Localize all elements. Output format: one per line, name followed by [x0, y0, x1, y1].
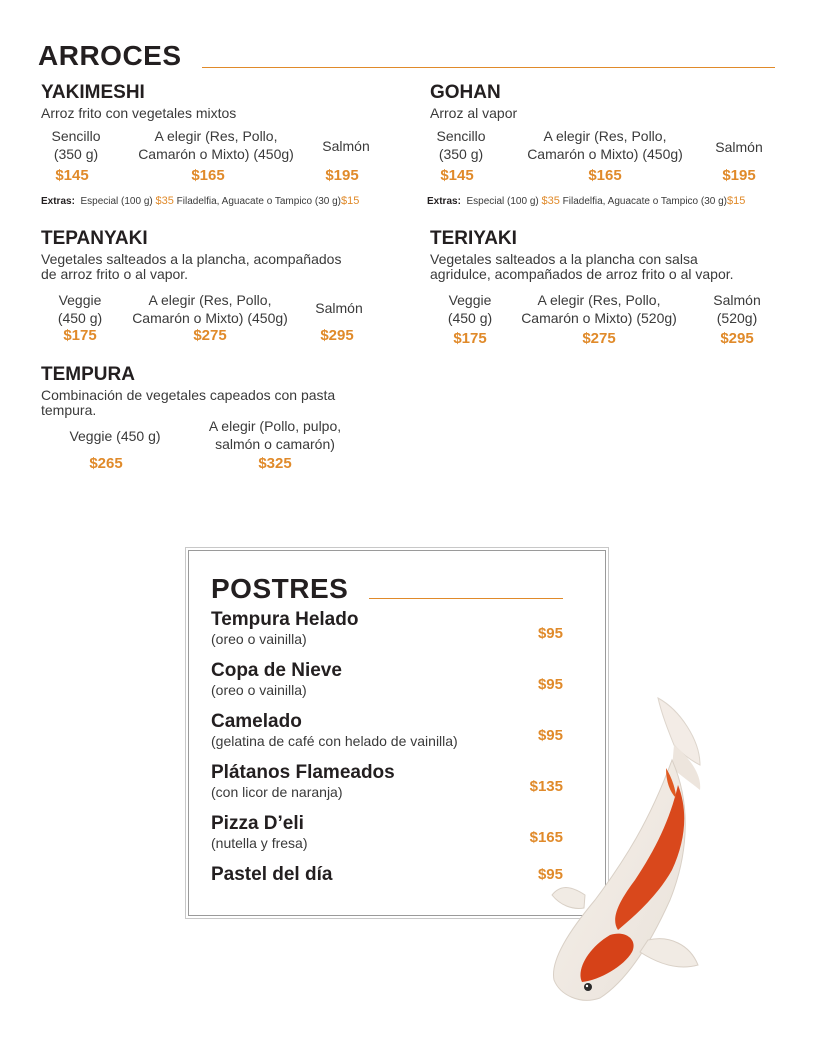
option-1: Sencillo (350 g) — [436, 128, 486, 162]
dish-gohan — [430, 82, 790, 121]
dish-tempura — [41, 364, 411, 418]
list-item — [211, 813, 563, 851]
price-1: $175 — [453, 330, 487, 347]
price-3: $195 — [722, 167, 756, 184]
dessert-description: (oreo o vainilla) — [211, 631, 307, 647]
dessert-price: $95 — [537, 625, 563, 642]
section-rule — [369, 598, 563, 599]
price-1: $145 — [55, 167, 89, 184]
dish-name: YAKIMESHI — [41, 82, 145, 103]
dish-description: Vegetales salteados a la plancha, acompañados de arroz frito o al vapor. — [41, 251, 342, 282]
dish-tepanyaki — [41, 228, 411, 282]
dish-description: Arroz al vapor — [430, 105, 518, 121]
option-2: A elegir (Pollo, pulpo, salmón o camarón) — [208, 418, 342, 452]
price-1: $145 — [440, 167, 474, 184]
dessert-description: (con licor de naranja) — [211, 784, 343, 800]
price-1: $265 — [89, 455, 123, 472]
extras-a-price: $35 — [541, 195, 560, 207]
extras-a-price: $35 — [155, 195, 174, 207]
dessert-price: $165 — [529, 829, 563, 846]
extras-a: Especial (100 g) — [466, 196, 539, 207]
price-2: $325 — [258, 455, 292, 472]
list-item — [211, 762, 563, 800]
dessert-name: Tempura Helado — [211, 609, 359, 630]
dish-name: TEMPURA — [41, 364, 135, 385]
option-3: Salmón — [322, 138, 370, 154]
dessert-price: $95 — [537, 676, 563, 693]
option-1: Veggie (450 g) — [69, 428, 161, 444]
extras-label: Extras: — [427, 196, 461, 207]
dessert-name: Copa de Nieve — [211, 660, 342, 681]
section-title-arroces: ARROCES — [38, 40, 182, 71]
price-3: $295 — [720, 330, 754, 347]
price-2: $275 — [193, 327, 227, 344]
option-3: Salmón — [715, 139, 763, 155]
extras-b-price: $15 — [727, 195, 746, 207]
list-item — [211, 864, 563, 886]
extras-b-price: $15 — [341, 195, 360, 207]
price-2: $165 — [191, 167, 225, 184]
price-3: $195 — [325, 167, 359, 184]
option-2: A elegir (Res, Pollo, Camarón o Mixto) (450g) — [527, 128, 683, 162]
dessert-name: Camelado — [211, 711, 302, 732]
extras-b: Filadelfia, Aguacate o Tampico (30 g) — [562, 196, 728, 207]
dish-teriyaki — [430, 228, 800, 282]
dessert-price: $95 — [537, 866, 563, 883]
option-3: Salmón (520g) — [713, 292, 761, 326]
dessert-price: $95 — [537, 727, 563, 744]
price-3: $295 — [320, 327, 354, 344]
option-3: Salmón — [315, 300, 363, 316]
dessert-description: (nutella y fresa) — [211, 835, 308, 851]
dessert-description: (gelatina de café con helado de vainilla) — [211, 733, 458, 749]
price-2: $165 — [588, 167, 622, 184]
dessert-price: $135 — [529, 778, 563, 795]
extras-b: Filadelfia, Aguacate o Tampico (30 g) — [176, 196, 342, 207]
dessert-name: Pizza D’eli — [211, 813, 304, 834]
section-rule — [202, 67, 775, 68]
dish-yakimeshi — [41, 82, 401, 121]
option-2: A elegir (Res, Pollo, Camarón o Mixto) (450g) — [132, 292, 288, 326]
dish-name: GOHAN — [430, 82, 501, 103]
dessert-name: Pastel del día — [211, 864, 333, 885]
dish-description: Combinación de vegetales capeados con pasta tempura. — [41, 387, 336, 418]
extras-line — [41, 195, 359, 207]
option-2: A elegir (Res, Pollo, Camarón o Mixto) (520g) — [521, 292, 677, 326]
price-2: $275 — [582, 330, 616, 347]
dish-description: Vegetales salteados a la plancha con salsa agridulce, acompañados de arroz frito o al vapor. — [430, 251, 734, 282]
dish-name: TEPANYAKI — [41, 228, 148, 249]
section-title-postres: POSTRES — [211, 573, 349, 604]
dessert-description: (oreo o vainilla) — [211, 682, 307, 698]
option-1: Veggie (450 g) — [57, 292, 103, 326]
dish-description: Arroz frito con vegetales mixtos — [41, 105, 237, 121]
extras-a: Especial (100 g) — [80, 196, 153, 207]
list-item — [211, 711, 563, 749]
price-1: $175 — [63, 327, 97, 344]
option-1: Sencillo (350 g) — [51, 128, 101, 162]
dessert-name: Plátanos Flameados — [211, 762, 395, 783]
koi-fish-icon — [540, 690, 716, 1010]
option-1: Veggie (450 g) — [447, 292, 493, 326]
list-item — [211, 660, 563, 698]
extras-label: Extras: — [41, 196, 75, 207]
extras-line — [427, 195, 745, 207]
option-2: A elegir (Res, Pollo, Camarón o Mixto) (450g) — [138, 128, 294, 162]
list-item — [211, 609, 563, 647]
dish-name: TERIYAKI — [430, 228, 517, 249]
